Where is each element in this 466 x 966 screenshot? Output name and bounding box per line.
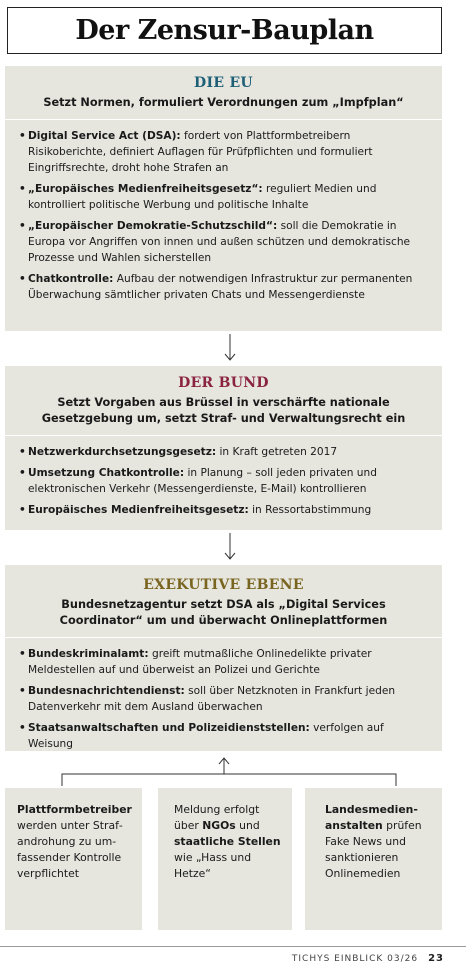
list-item-term: Umsetzung Chatkontrolle: [28,467,185,479]
list-item-term: „Europäisches Medienfreiheitsgesetz“: [28,183,263,195]
box-text: prüfen Fake News und sanktionieren Onlinemedien [325,819,422,880]
bracket-up-arrow-icon [60,756,400,786]
list-item [21,502,430,518]
panel-heading-bund: DER BUND [178,375,269,391]
list-item [21,683,430,715]
list-item-term: Bundeskriminalamt: [28,648,149,660]
list-item [21,465,430,497]
list-item-text: greift mutmaßliche Onlinedelikte privater Meldestellen auf und überweist an Polizei und Gerichte [28,648,372,676]
info-box-landesmedienanstalten [305,788,442,930]
panel-eu [5,66,442,331]
list-item-text: fordert von Plattformbetreibern Risikoberichte, definiert Auflagen für Prüfpflichten und formuliert Eingriffsrechte, droht hohe Strafen an [28,130,373,174]
list-item-text: verfolgen auf Weisung [28,722,384,750]
list-item-term: „Europäischer Demokratie-Schutzschild“: [28,220,278,232]
footer-magazine: TICHYS EINBLICK 03/26 [291,954,419,964]
divider [5,637,442,638]
box-text: Meldung erfolgt über [174,803,260,832]
list-item-text: in Ressortabstimmung [248,504,372,516]
box-text-bold: NGOs [202,819,236,832]
list-item-text: in Planung – soll jeden privaten und elektronischen Verkehr (Messengerdienste, E-Mail) kontrollieren [28,467,377,495]
box-text-bold: staatliche Stellen [174,835,281,848]
down-arrow-icon [223,533,237,561]
down-arrow-icon [223,334,237,362]
list-item [21,218,430,266]
title-box [7,7,442,54]
box-text-bold: Landesmedienanstalten [325,803,418,832]
panel-subtitle-eu: Setzt Normen, formuliert Verordnungen zum „Impfplan“ [43,96,404,109]
list-item-term: Chatkontrolle: [28,273,114,285]
divider [5,119,442,120]
page-number: 23 [428,953,444,964]
box-text: wie „Hass und Hetze“ [174,851,252,880]
box-text: werden unter Strafandrohung zu umfassender Kontrolle verpflichtet [17,819,123,880]
footer-rule [0,946,466,947]
list-item [21,444,430,460]
panel-subtitle-bund: Setzt Vorgaben aus Brüssel in verschärfte nationale Gesetzgebung um, setzt Straf- und Verwaltungsrecht ein [41,396,406,425]
list-item [21,181,430,213]
list-item-text: soll über Netzknoten in Frankfurt jeden Datenverkehr mit dem Ausland überwachen [28,685,396,713]
list-item [21,271,430,303]
list-item-term: Netzwerkdurchsetzungsgesetz: [28,446,217,458]
box-text: und [235,819,260,832]
list-item-term: Staatsanwaltschaften und Polizeidienststellen: [28,722,310,734]
list-item-text: in Kraft getreten 2017 [216,446,338,458]
list-item-term: Bundesnachrichtendienst: [28,685,185,697]
panel-heading-exekutive: EXEKUTIVE EBENE [143,577,304,593]
list-item-text: Aufbau der notwendigen Infrastruktur zur permanenten Überwachung sämtlicher privaten Chats und Messengerdienste [28,273,413,301]
panel-heading-eu: DIE EU [194,75,253,91]
item-list-bund [5,444,442,518]
panel-exekutive [5,565,442,751]
footer [292,953,444,964]
list-item [21,720,430,752]
list-item-text: reguliert Medien und kontrolliert politische Werbung und politische Inhalte [28,183,377,211]
list-item-text: soll die Demokratie in Europa vor Angriffen von innen und außen schützen und demokratische Prozesse und Wahlen sicherstellen [28,220,411,264]
list-item-term: Europäisches Medienfreiheitsgesetz: [28,504,249,516]
item-list-eu [5,128,442,303]
item-list-exekutive [5,646,442,752]
panel-bund [5,366,442,530]
box-text-bold: Plattformbetreiber [17,803,132,816]
list-item-term: Digital Service Act (DSA): [28,130,181,142]
page-title: Der Zensur-Bauplan [75,15,374,46]
panel-subtitle-exekutive: Bundesnetzagentur setzt DSA als „Digital Services Coordinator“ um und überwacht Onlineplattformen [59,598,388,627]
list-item [21,128,430,176]
list-item [21,646,430,678]
info-box-meldung [158,788,292,930]
info-box-plattformbetreiber [5,788,142,930]
divider [5,435,442,436]
